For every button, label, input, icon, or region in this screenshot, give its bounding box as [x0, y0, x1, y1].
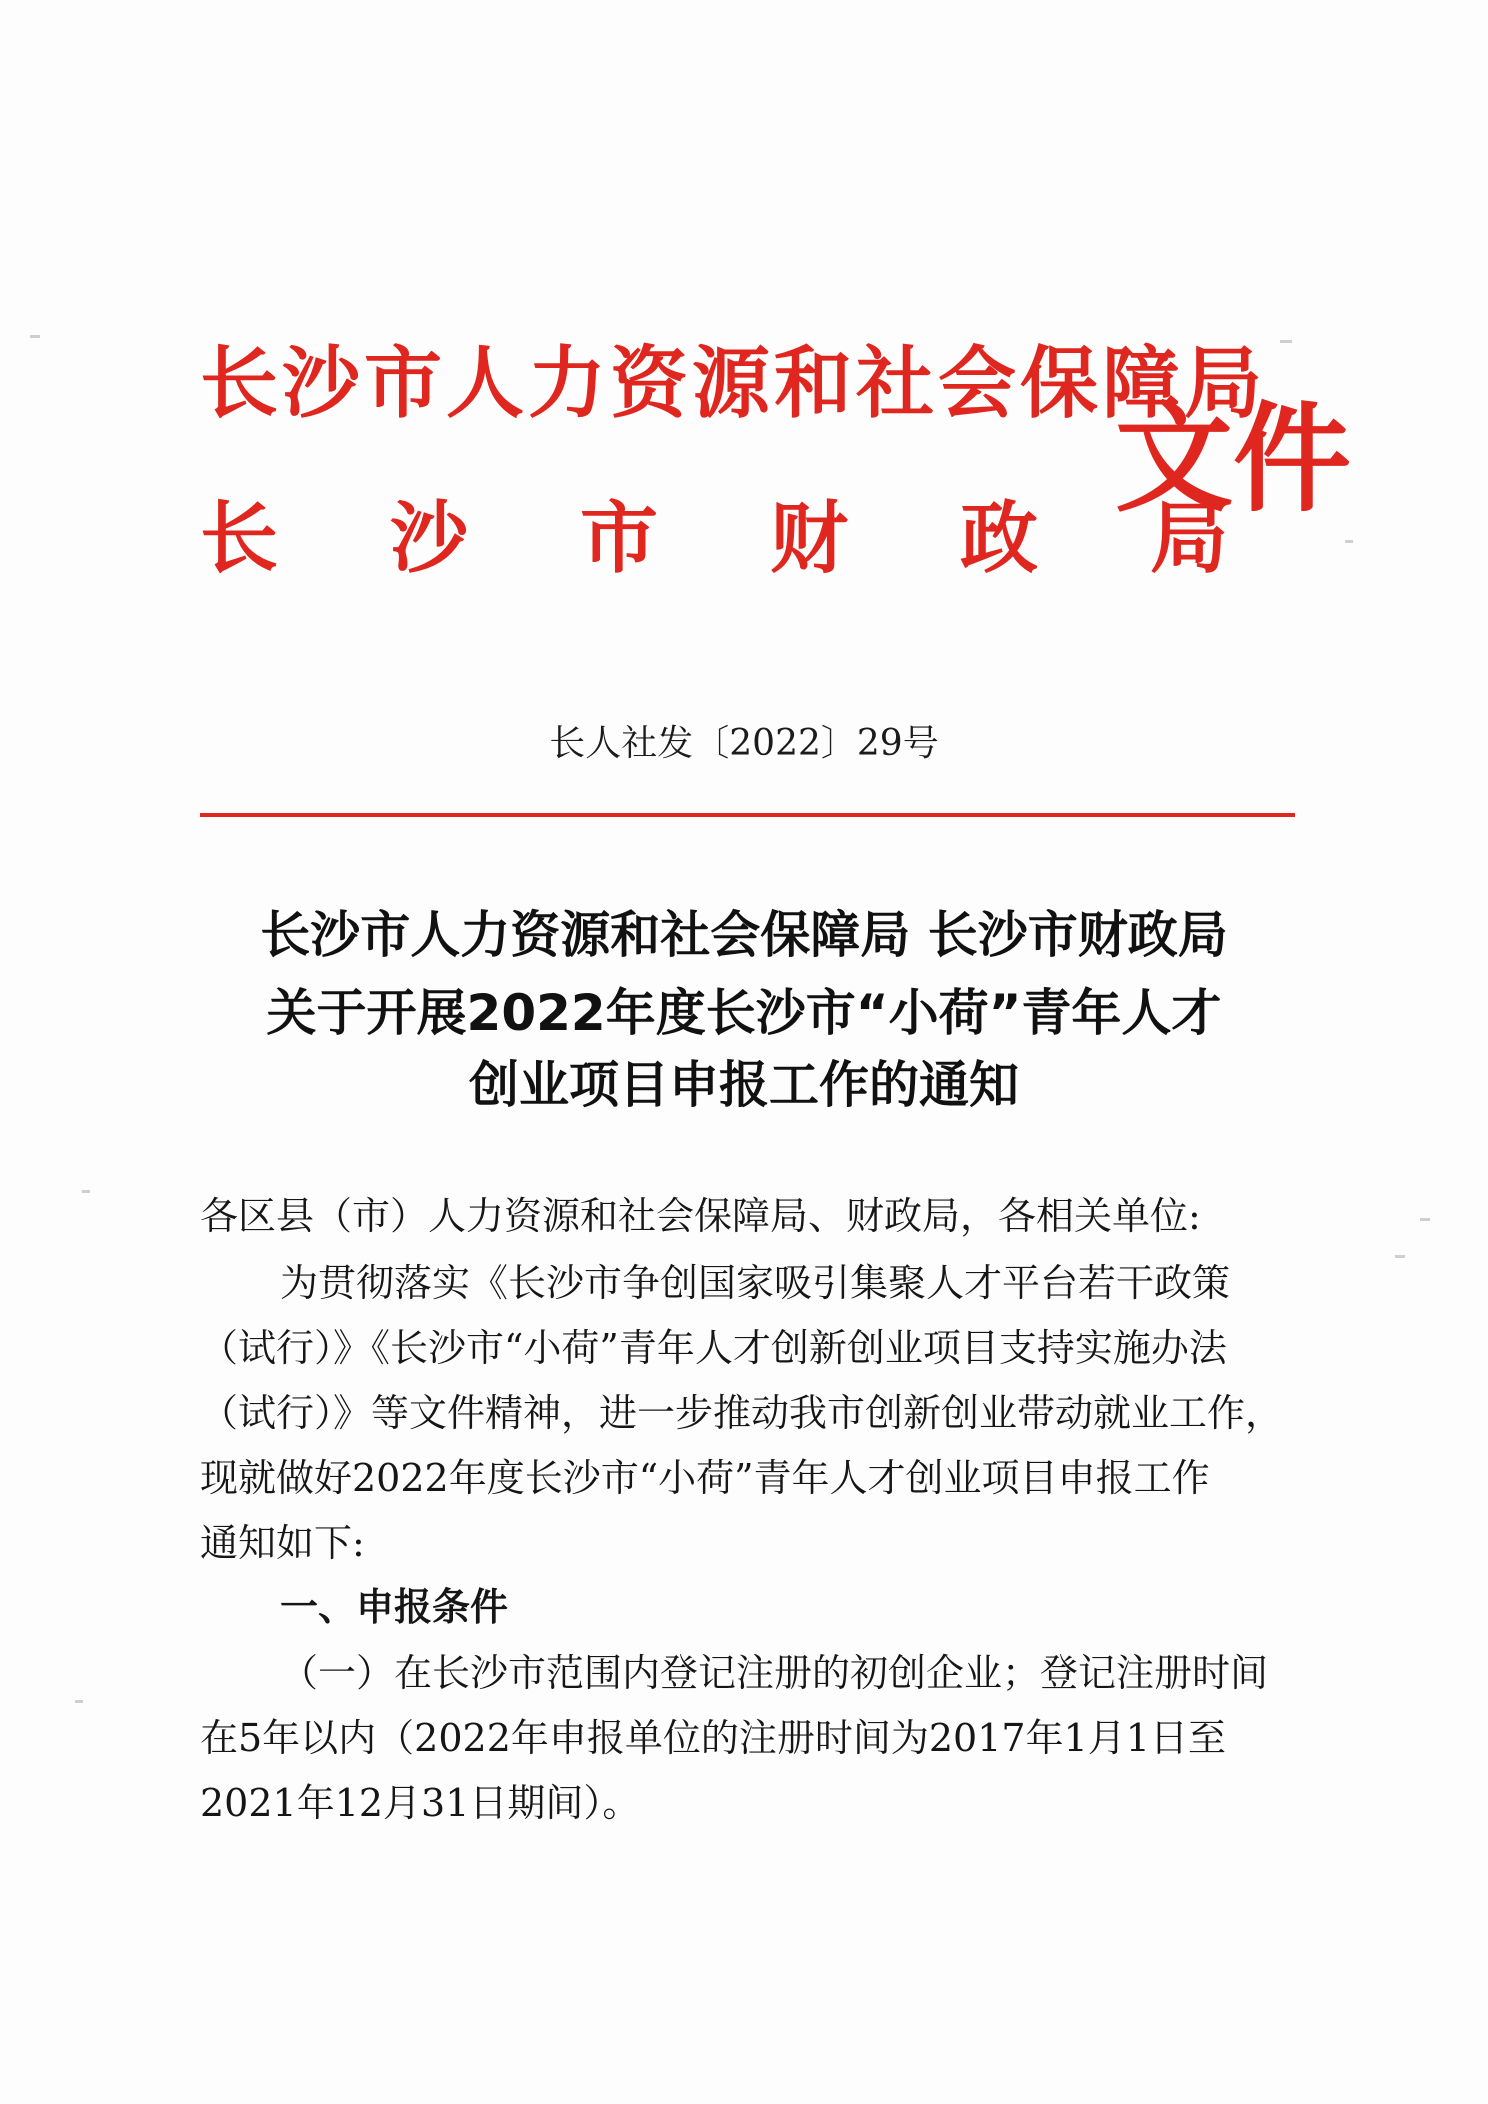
- paragraph-line: 2021年12月31日期间）。: [200, 1781, 641, 1825]
- paragraph-line: （一）在长沙市范围内登记注册的初创企业；登记注册时间: [280, 1651, 1269, 1695]
- scan-speck: [30, 335, 40, 338]
- salutation: 各区县（市）人力资源和社会保障局、财政局，各相关单位:: [200, 1194, 1201, 1238]
- scan-speck: [82, 1190, 90, 1193]
- section-heading: 一、申报条件: [280, 1585, 509, 1629]
- notice-title-line-1: 长沙市人力资源和社会保障局 长沙市财政局: [260, 906, 1228, 964]
- document-number: 长人社发〔2022〕29号: [549, 723, 939, 764]
- notice-title-line-3: 创业项目申报工作的通知: [469, 1056, 1019, 1114]
- scan-speck: [75, 1700, 83, 1703]
- paragraph-line: 为贯彻落实《长沙市争创国家吸引集聚人才平台若干政策: [280, 1261, 1231, 1305]
- document-label: 文件: [1115, 390, 1352, 528]
- paragraph-line: 在5年以内（2022年申报单位的注册时间为2017年1月1日至: [200, 1716, 1226, 1760]
- paragraph-line: （试行）》《长沙市“小荷”青年人才创新创业项目支持实施办法: [200, 1326, 1227, 1370]
- paragraph-line: 通知如下:: [200, 1521, 365, 1565]
- notice-title-line-2: 关于开展2022年度长沙市“小荷”青年人才: [266, 984, 1222, 1042]
- red-divider: [200, 813, 1295, 817]
- paragraph-line: 现就做好2022年度长沙市“小荷”青年人才创业项目申报工作: [200, 1456, 1210, 1500]
- scan-speck: [1345, 540, 1353, 543]
- scan-speck: [1420, 1218, 1430, 1221]
- issuing-org-1: 长沙市人力资源和社会保障局: [200, 339, 1267, 429]
- issuing-org-2: 长沙市财政局: [200, 494, 1341, 584]
- paragraph-line: （试行）》等文件精神，进一步推动我市创新创业带动就业工作，: [200, 1391, 1284, 1435]
- scan-speck: [1395, 1255, 1405, 1258]
- scan-speck: [1280, 340, 1292, 343]
